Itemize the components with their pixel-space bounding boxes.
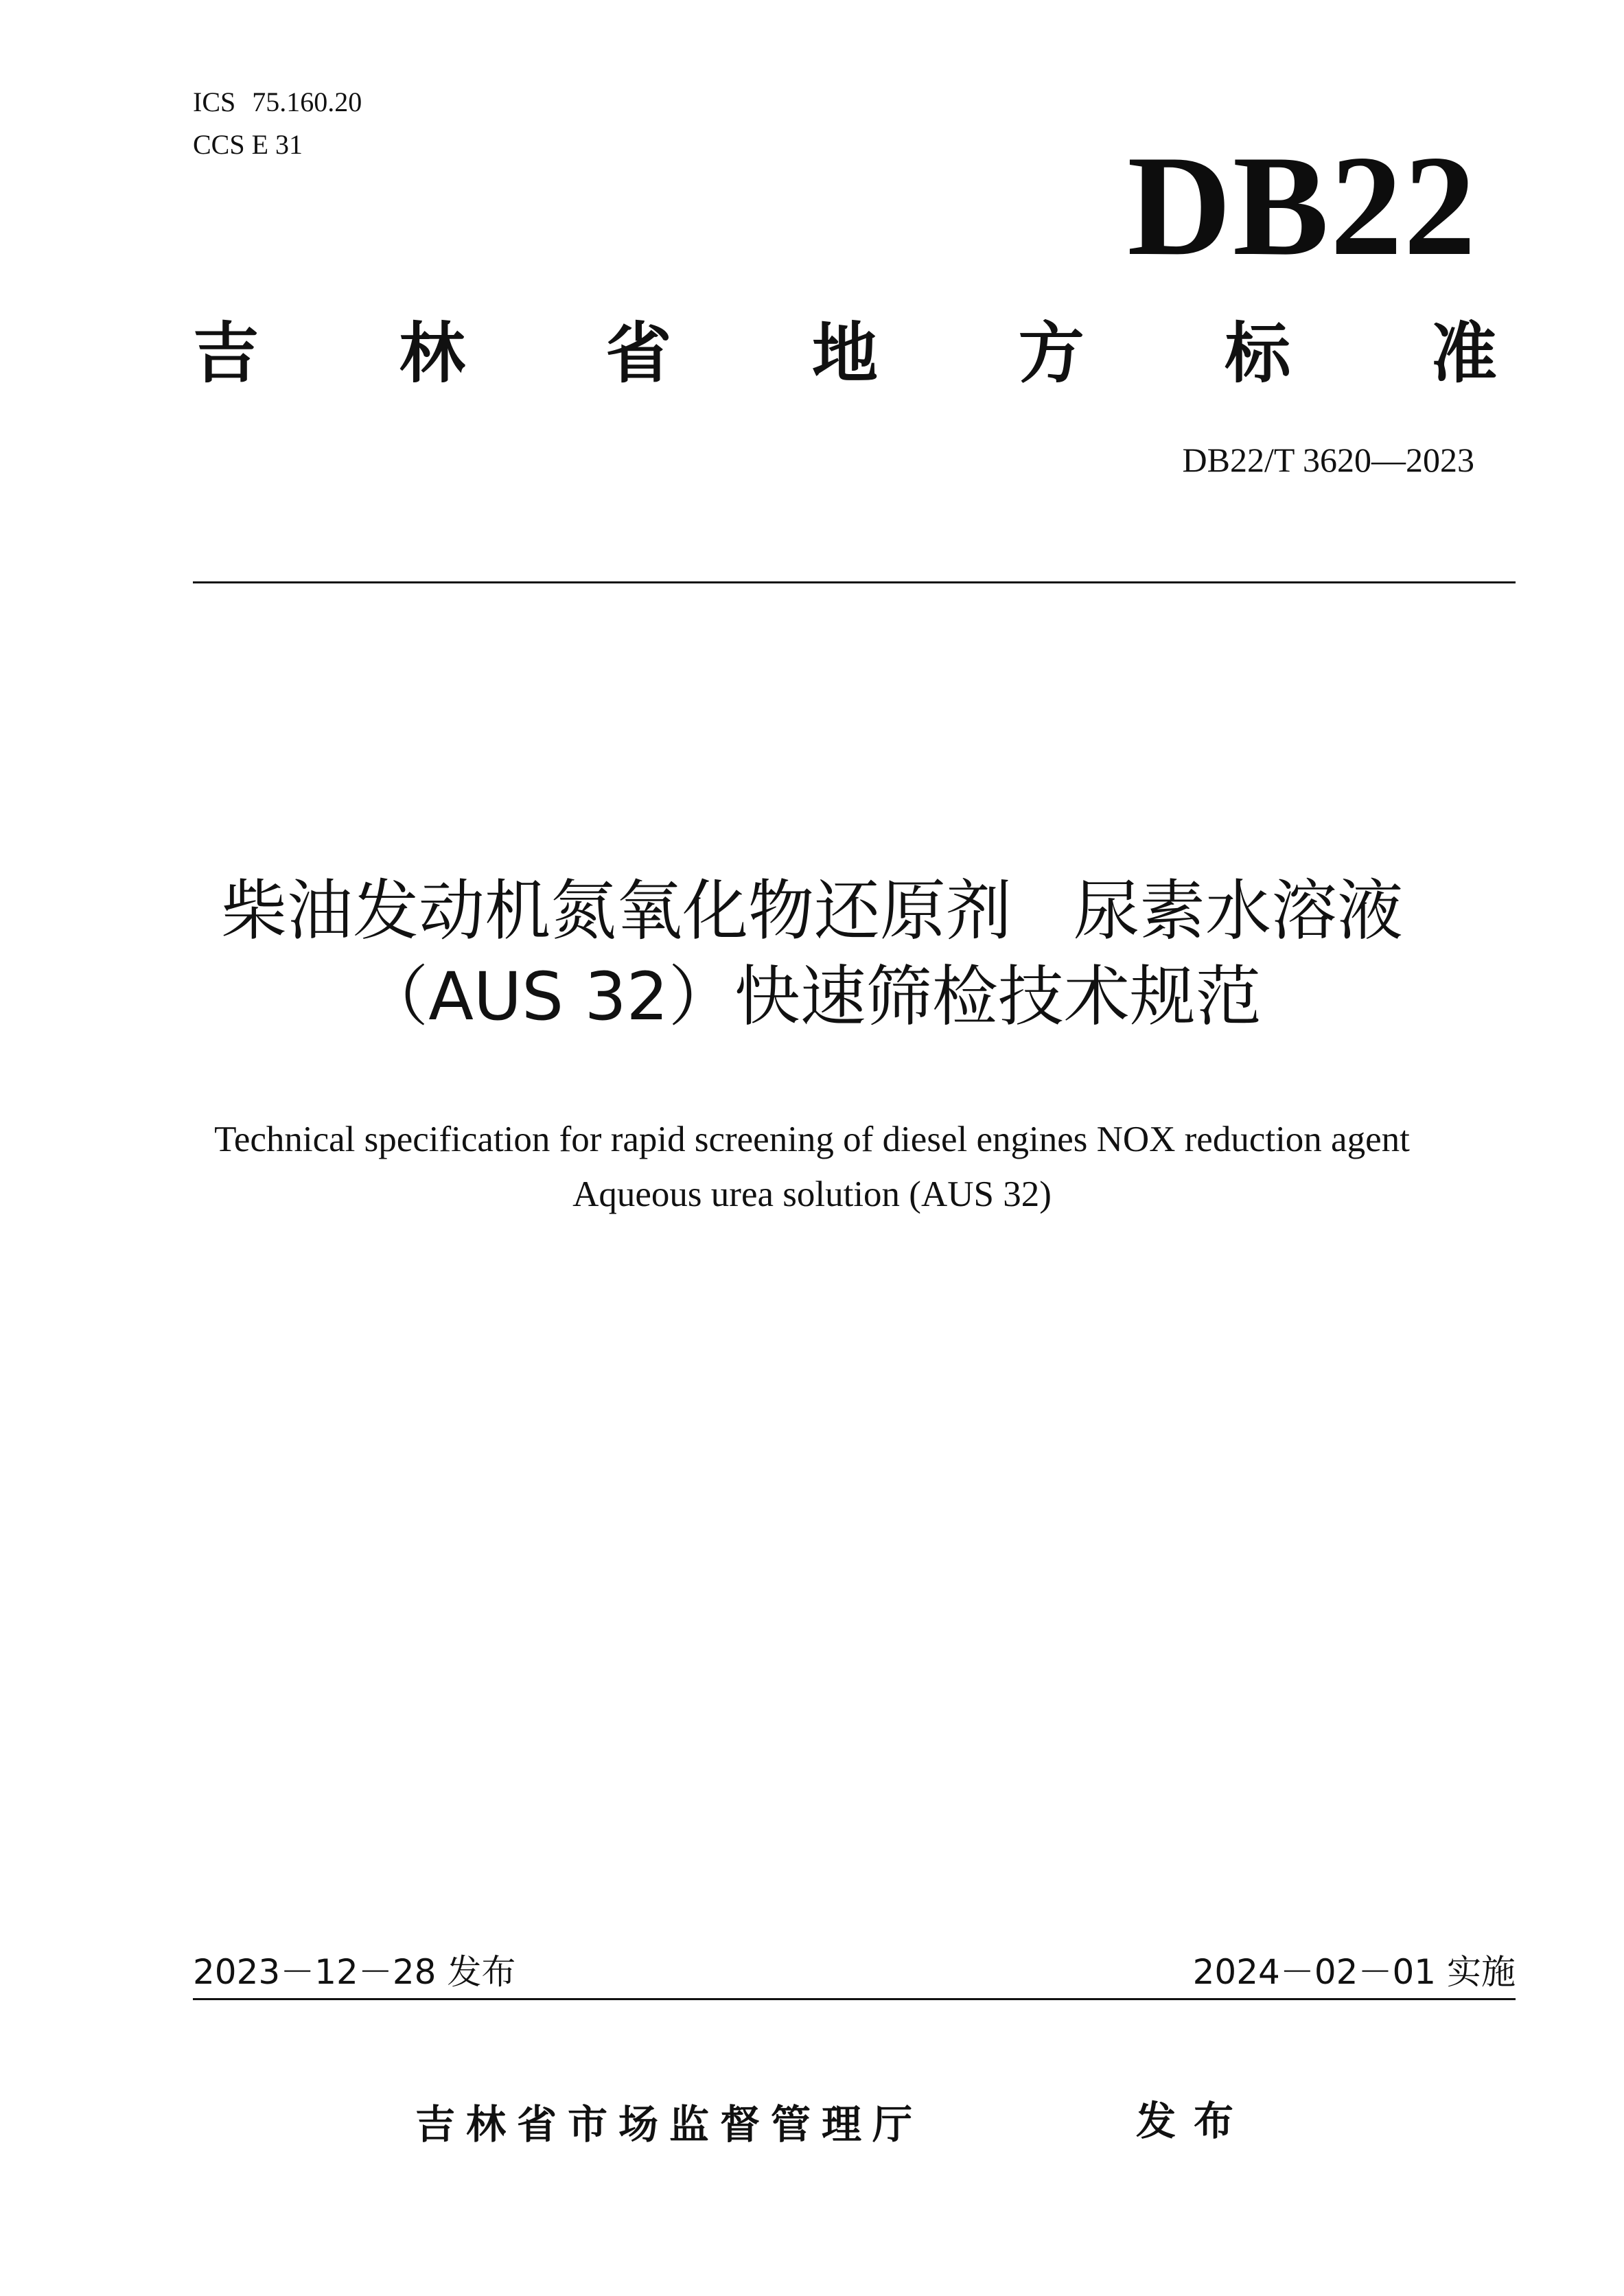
standard-type-char: 省 bbox=[605, 315, 672, 392]
standard-type-char: 方 bbox=[1018, 315, 1084, 392]
top-divider bbox=[193, 581, 1516, 583]
ics-label: ICS bbox=[193, 86, 236, 117]
english-title bbox=[0, 1112, 1624, 1222]
standard-type-char: 林 bbox=[399, 315, 465, 392]
standard-type-char: 准 bbox=[1430, 315, 1497, 392]
chinese-title-part-1: 柴油发动机氮氧化物还原剂 bbox=[221, 872, 1012, 949]
standard-type-heading bbox=[193, 312, 1497, 395]
issue-date: 2023－12－28 发布 bbox=[193, 1952, 516, 1992]
bottom-divider bbox=[193, 1998, 1516, 2000]
ics-value: 75.160.20 bbox=[252, 86, 362, 117]
chinese-title-line-2: （AUS 32）快速筛检技术规范 bbox=[362, 958, 1262, 1035]
standard-type-char: 地 bbox=[811, 315, 878, 392]
chinese-title-part-2: 尿素水溶液 bbox=[1074, 872, 1403, 949]
chinese-title bbox=[0, 868, 1624, 1040]
english-title-line-1: Technical specification for rapid screening of diesel engines NOX reduction agent bbox=[214, 1120, 1410, 1159]
implementation-date: 2024－02－01 实施 bbox=[1192, 1952, 1516, 1992]
publisher-name: 吉林省市场监督管理厅 bbox=[415, 2101, 924, 2148]
ics-code bbox=[193, 81, 362, 124]
english-title-line-2: Aqueous urea solution (AUS 32) bbox=[572, 1174, 1052, 1214]
ccs-code: CCS E 31 bbox=[193, 129, 303, 160]
standard-number: DB22/T 3620—2023 bbox=[1182, 441, 1474, 479]
standard-type-char: 标 bbox=[1225, 315, 1291, 392]
date-row bbox=[193, 1948, 1516, 1996]
chinese-title-line-1 bbox=[0, 868, 1624, 954]
publish-label: 发布 bbox=[1136, 2098, 1252, 2144]
standard-type-char: 吉 bbox=[193, 315, 259, 392]
db-standard-mark: DB22 bbox=[1127, 126, 1477, 286]
classification-codes bbox=[193, 81, 362, 166]
